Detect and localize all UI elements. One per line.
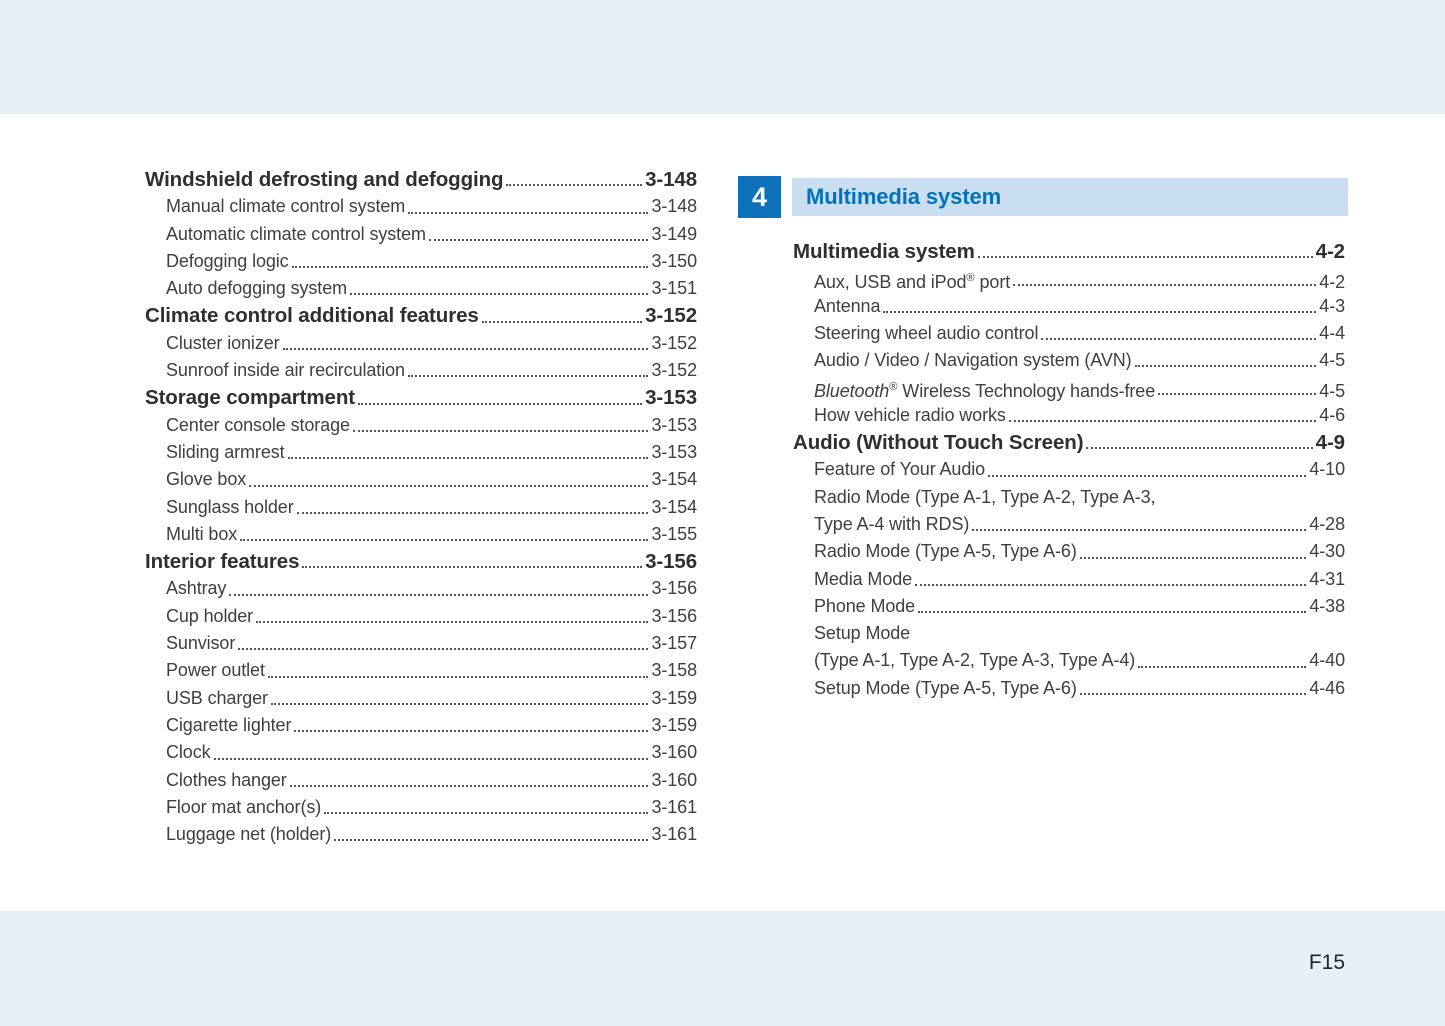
toc-entry-label: Cup holder [166, 605, 254, 626]
toc-left-column [145, 166, 697, 848]
toc-entry-row [793, 593, 1345, 620]
toc-right-column [793, 238, 1345, 702]
toc-entry-row [145, 248, 697, 275]
page-number: 3-153 [651, 414, 697, 435]
page-number: 3-159 [651, 714, 697, 735]
toc-entry-row [793, 456, 1345, 483]
toc-entry-label: Cigarette lighter [166, 714, 292, 735]
toc-entry-row [145, 575, 697, 602]
dot-leader [324, 812, 648, 814]
toc-entry-label: Radio Mode (Type A-5, Type A-6) [814, 541, 1077, 562]
page-number: 3-160 [651, 742, 697, 763]
page-number: 4-9 [1315, 431, 1345, 455]
bottom-strip [0, 911, 1445, 1026]
dot-leader [1080, 557, 1307, 559]
dot-leader [1135, 365, 1317, 367]
toc-entry-row [145, 466, 697, 493]
toc-entry-label: Interior features [145, 550, 300, 574]
dot-leader [294, 730, 648, 732]
page-number: 4-31 [1309, 568, 1345, 589]
dot-leader [214, 758, 649, 760]
toc-entry-label: Feature of Your Audio [814, 459, 986, 480]
dot-leader [271, 703, 649, 705]
page-number: 3-158 [651, 660, 697, 681]
toc-entry-label: Floor mat anchor(s) [166, 796, 322, 817]
toc-entry-row [793, 265, 1345, 292]
dot-leader [972, 529, 1306, 531]
dot-leader [283, 348, 649, 350]
page-number: 4-28 [1309, 513, 1345, 534]
page-number: 4-40 [1309, 650, 1345, 671]
toc-entry-label: Automatic climate control system [166, 223, 426, 244]
toc-entry-label: Media Mode [814, 568, 913, 589]
toc-entry-row [793, 511, 1345, 538]
page-number: 4-2 [1315, 240, 1345, 263]
dot-leader [918, 611, 1306, 613]
page-number: 3-149 [651, 223, 697, 244]
toc-entry-label: Clock [166, 742, 211, 763]
toc-entry-label: Phone Mode [814, 595, 916, 616]
page-number: 3-152 [651, 332, 697, 353]
toc-entry-label: Steering wheel audio control [814, 322, 1039, 343]
dot-leader [334, 839, 648, 841]
toc-entry-row [145, 794, 697, 821]
toc-entry-row [145, 630, 697, 657]
dot-leader [249, 485, 648, 487]
toc-entry-label: Cluster ionizer [166, 332, 280, 353]
dot-leader [429, 239, 649, 241]
toc-entry-row [145, 685, 697, 712]
toc-entry-label: Manual climate control system [166, 196, 406, 217]
page-number: 4-10 [1309, 459, 1345, 480]
dot-leader [1158, 393, 1316, 395]
page-number: 4-5 [1319, 350, 1345, 371]
dot-leader [240, 539, 648, 541]
dot-leader [978, 256, 1313, 258]
page-number: 4-46 [1309, 677, 1345, 698]
toc-entry-row [145, 739, 697, 766]
toc-entry-label: Aux, USB and iPod® port [814, 272, 1011, 293]
dot-leader [256, 621, 648, 623]
toc-entry-row [793, 620, 1345, 647]
dot-leader [229, 594, 648, 596]
toc-section-heading-row [145, 166, 697, 193]
page-number: 3-160 [651, 769, 697, 790]
dot-leader [1086, 447, 1312, 449]
dot-leader [408, 212, 648, 214]
toc-entry-label: Center console storage [166, 414, 350, 435]
registered-mark: ® [889, 381, 898, 394]
toc-entry-row [793, 293, 1345, 320]
toc-entry-label: Sunvisor [166, 633, 236, 654]
toc-entry-row [793, 566, 1345, 593]
top-strip [0, 0, 1445, 114]
page-number: 4-38 [1309, 595, 1345, 616]
toc-entry-label: Audio / Video / Navigation system (AVN) [814, 350, 1132, 371]
page-footer-label: F15 [1308, 951, 1345, 974]
dot-leader [297, 512, 649, 514]
toc-entry-label: Glove box [166, 469, 247, 490]
toc-entry-label: Auto defogging system [166, 278, 348, 299]
dot-leader [506, 184, 642, 186]
page-number: 4-30 [1309, 541, 1345, 562]
toc-entry-row [793, 374, 1345, 401]
dot-leader [238, 648, 648, 650]
toc-entry-row [145, 712, 697, 739]
dot-leader [1080, 693, 1307, 695]
toc-section-heading-row [145, 384, 697, 411]
toc-entry-label: Ashtray [166, 578, 227, 599]
italic-brand-name: Bluetooth® [814, 381, 898, 402]
dot-leader [1009, 420, 1317, 422]
toc-entry-label: Audio (Without Touch Screen) [793, 431, 1084, 455]
toc-entry-row [145, 412, 697, 439]
toc-entry-row [145, 357, 697, 384]
page-number: 3-155 [651, 523, 697, 544]
toc-entry-label: Windshield defrosting and defogging [145, 168, 504, 191]
chapter-title: Multimedia system [806, 184, 1002, 209]
toc-entry-row [145, 767, 697, 794]
dot-leader [1013, 284, 1316, 286]
toc-entry-label: How vehicle radio works [814, 404, 1006, 425]
chapter-number: 4 [752, 181, 767, 212]
dot-leader [353, 430, 649, 432]
toc-entry-label: Setup Mode [814, 623, 911, 644]
toc-entry-label: Radio Mode (Type A-1, Type A-2, Type A-3, [814, 486, 1156, 507]
dot-leader [883, 311, 1316, 313]
toc-entry-label: Multimedia system [793, 240, 975, 263]
dot-leader [915, 584, 1306, 586]
page-number: 3-153 [651, 441, 697, 462]
toc-section-heading-row [145, 548, 697, 575]
page-number: 3-159 [651, 687, 697, 708]
toc-entry-row [145, 193, 697, 220]
page-number: 3-154 [651, 496, 697, 517]
toc-entry-label: Sunroof inside air recirculation [166, 360, 405, 381]
toc-entry-label: Defogging logic [166, 250, 289, 271]
toc-entry-row [145, 439, 697, 466]
page-number: 3-150 [651, 250, 697, 271]
dot-leader [350, 293, 648, 295]
toc-entry-row [145, 275, 697, 302]
page-number: 4-3 [1319, 295, 1345, 316]
page-number: 3-153 [645, 386, 697, 410]
chapter-title-bar [792, 178, 1348, 216]
toc-entry-label: Clothes hanger [166, 769, 287, 790]
toc-entry-label: (Type A-1, Type A-2, Type A-3, Type A-4) [814, 650, 1136, 671]
dot-leader [988, 475, 1306, 477]
dot-leader [1041, 338, 1316, 340]
page-number: 3-148 [645, 168, 697, 191]
toc-entry-label: Multi box [166, 523, 238, 544]
toc-entry-row [793, 320, 1345, 347]
dot-leader [290, 785, 649, 787]
toc-entry-label: Setup Mode (Type A-5, Type A-6) [814, 677, 1077, 698]
toc-entry-row [793, 484, 1345, 511]
toc-entry-row [145, 494, 697, 521]
toc-entry-row [793, 347, 1345, 374]
dot-leader [482, 321, 642, 323]
toc-section-heading-row [145, 302, 697, 329]
dot-leader [358, 403, 642, 405]
dot-leader [292, 266, 649, 268]
page-number: 4-2 [1319, 272, 1345, 293]
page-number: 4-5 [1319, 381, 1345, 402]
page-number: 3-156 [651, 578, 697, 599]
toc-entry-row [793, 675, 1345, 702]
page-number: 3-161 [651, 824, 697, 845]
dot-leader [302, 566, 642, 568]
page-number: 3-148 [651, 196, 697, 217]
toc-entry-label: Antenna [814, 295, 881, 316]
toc-entry-row [793, 402, 1345, 429]
toc-entry-label: Climate control additional features [145, 304, 479, 328]
toc-entry-label: Sunglass holder [166, 496, 294, 517]
page-number: 4-6 [1319, 404, 1345, 425]
toc-entry-row [145, 821, 697, 848]
dot-leader [288, 457, 649, 459]
page-number: 3-157 [651, 633, 697, 654]
toc-entry-label: Type A-4 with RDS) [814, 513, 970, 534]
dot-leader [1138, 666, 1306, 668]
toc-entry-row [145, 521, 697, 548]
toc-entry-row [145, 221, 697, 248]
page-number: 3-161 [651, 796, 697, 817]
toc-entry-row [145, 330, 697, 357]
toc-entry-row [145, 657, 697, 684]
page-number: 3-151 [651, 278, 697, 299]
toc-entry-row [793, 538, 1345, 565]
toc-section-heading-row [793, 429, 1345, 456]
registered-mark: ® [966, 272, 975, 285]
toc-entry-label: Bluetooth® Wireless Technology hands-free [814, 381, 1156, 402]
page-number: 3-152 [651, 360, 697, 381]
chapter-number-badge [738, 176, 781, 218]
toc-entry-label: Sliding armrest [166, 441, 285, 462]
toc-entry-label: USB charger [166, 687, 268, 708]
page-number: 3-156 [651, 605, 697, 626]
toc-entry-label: Luggage net (holder) [166, 824, 332, 845]
page-number: 4-4 [1319, 322, 1345, 343]
dot-leader [408, 375, 649, 377]
toc-entry-row [145, 603, 697, 630]
page-number: 3-156 [645, 550, 697, 574]
toc-section-heading-row [793, 238, 1345, 265]
page-number: 3-154 [651, 469, 697, 490]
toc-entry-row [793, 647, 1345, 674]
toc-entry-label: Storage compartment [145, 386, 355, 410]
dot-leader [268, 676, 649, 678]
toc-entry-label: Power outlet [166, 660, 265, 681]
page-number: 3-152 [645, 304, 697, 328]
